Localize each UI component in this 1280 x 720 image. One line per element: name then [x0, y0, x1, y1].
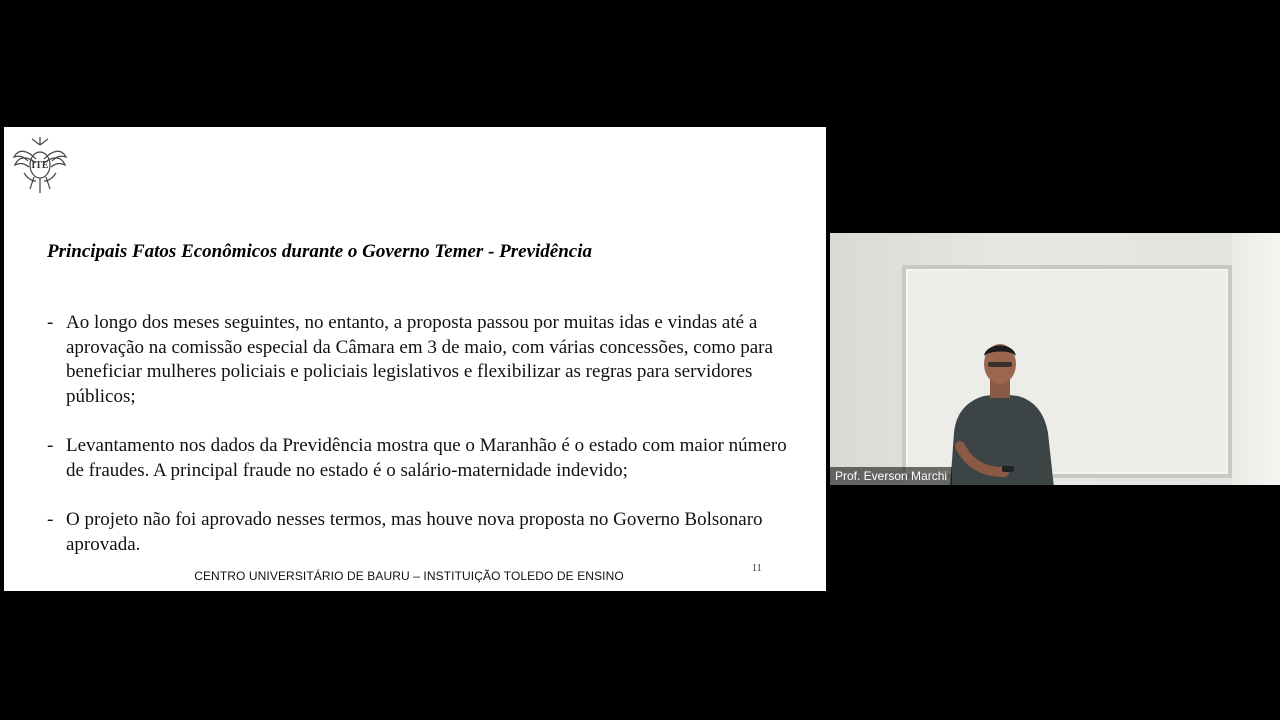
bullet-marker: -	[47, 312, 54, 333]
logo-text: ITE	[31, 160, 49, 171]
bullet-text: Ao longo dos meses seguintes, no entanto, a proposta passou por muitas idas e vindas até a aprovação na comissão especial da Câmara em 3 de maio, com várias concessões, como para beneficiar mulheres policiais e policiais legislativos e flexibilizar as regras para servidores públicos;	[66, 312, 773, 407]
participant-video-tile[interactable]	[830, 233, 1280, 485]
bullet-marker: -	[47, 509, 54, 530]
slide-footer: CENTRO UNIVERSITÁRIO DE BAURU – INSTITUIÇÃO TOLEDO DE ENSINO	[194, 569, 624, 583]
slide-title: Principais Fatos Econômicos durante o Governo Temer - Previdência	[47, 241, 593, 262]
presenter-figure	[940, 338, 1060, 485]
bullet-text: O projeto não foi aprovado nesses termos, mas houve nova proposta no Governo Bolsonaro aprovada.	[66, 509, 763, 555]
participant-name-label: Prof. Everson Marchi	[830, 467, 952, 485]
list-item	[47, 311, 807, 409]
bullet-text: Levantamento nos dados da Previdência mostra que o Maranhão é o estado com maior número de fraudes. A principal fraude no estado é o salário-maternidade indevido;	[66, 435, 787, 481]
list-item	[47, 434, 807, 483]
bullet-marker: -	[47, 435, 54, 456]
ite-logo	[12, 135, 68, 195]
presentation-slide	[4, 127, 826, 591]
page-number: 11	[752, 563, 762, 574]
list-item	[47, 508, 807, 557]
bullet-list	[47, 311, 807, 557]
wall-background	[1232, 233, 1280, 485]
